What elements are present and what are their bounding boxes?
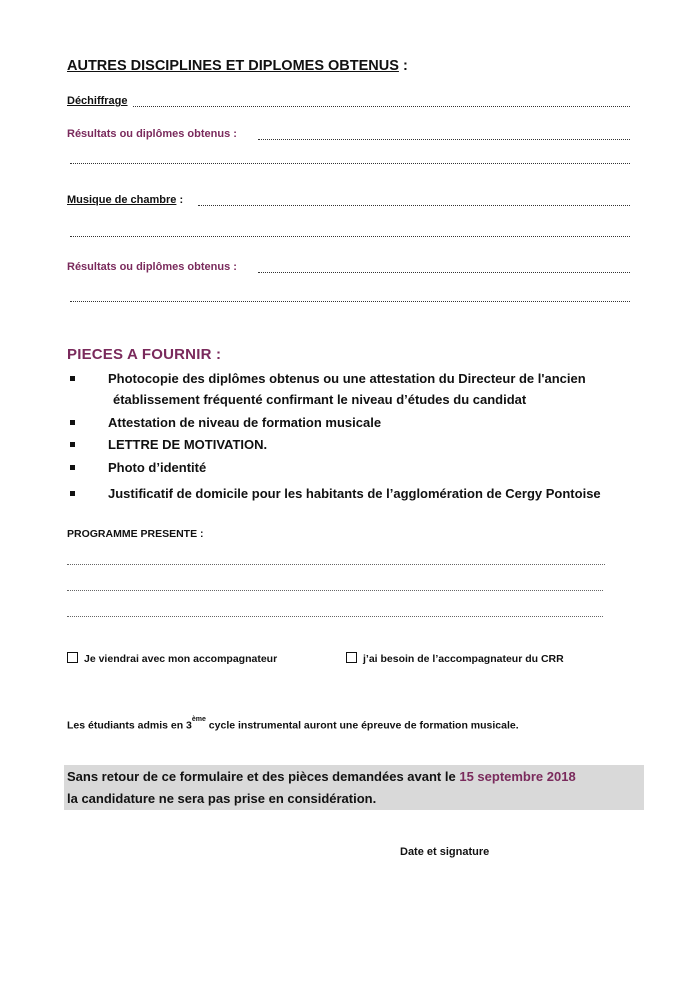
warning-text: Sans retour de ce formulaire et des pièces demandées avant le — [67, 769, 460, 784]
pieces-title: PIECES A FOURNIR : — [67, 346, 222, 363]
checkbox-option-crr-accompanist[interactable] — [346, 652, 564, 665]
piece-item-2: Attestation de niveau de formation musicale — [108, 415, 382, 430]
programme-field-line1[interactable] — [67, 564, 605, 565]
musique-chambre-field-line2[interactable] — [70, 236, 630, 237]
bullet-icon — [70, 491, 75, 496]
checkbox-option-own-accompanist[interactable] — [67, 652, 277, 665]
checkbox-label: Je viendrai avec mon accompagnateur — [84, 653, 278, 665]
piece-item-3: LETTRE DE MOTIVATION. — [108, 437, 268, 452]
note-text-after: cycle instrumental auront une épreuve de formation musicale. — [205, 719, 519, 732]
bullet-icon — [70, 442, 75, 447]
checkbox-label: j’ai besoin de l’accompagnateur du CRR — [363, 653, 564, 665]
piece-item-1-line2: établissement fréquenté confirmant le niveau d’études du candidat — [113, 392, 527, 407]
musique-chambre-suffix: : — [176, 194, 184, 206]
checkbox[interactable] — [67, 652, 78, 663]
piece-item-1-line1: Photocopie des diplômes obtenus ou une attestation du Directeur de l'ancien — [108, 371, 586, 386]
dechiffrage-label-text: Déchiffrage — [67, 95, 128, 107]
heading-suffix: : — [398, 58, 408, 74]
musique-chambre-field[interactable] — [198, 205, 630, 206]
programme-field-line2[interactable] — [67, 590, 603, 591]
deadline-warning-line1 — [67, 766, 576, 788]
checkbox[interactable] — [346, 652, 357, 663]
section-heading-autres-disciplines — [67, 58, 408, 74]
resultats-field-1[interactable] — [258, 139, 630, 140]
piece-item-5: Justificatif de domicile pour les habitants de l’agglomération de Cergy Pontoise — [108, 486, 601, 501]
dechiffrage-label — [67, 95, 128, 107]
note-superscript: ème — [191, 716, 206, 723]
musique-chambre-label — [67, 194, 183, 206]
signature-label: Date et signature — [400, 846, 490, 858]
note-text-before: Les étudiants admis en 3 — [67, 719, 192, 732]
programme-label: PROGRAMME PRESENTE : — [67, 528, 204, 540]
bullet-icon — [70, 420, 75, 425]
bullet-icon — [70, 376, 75, 381]
deadline-warning-line2: la candidature ne sera pas prise en considération. — [67, 791, 377, 806]
deadline-date: 15 septembre 2018 — [459, 769, 576, 784]
piece-item-4: Photo d’identité — [108, 460, 207, 475]
heading-text: AUTRES DISCIPLINES ET DIPLOMES OBTENUS — [67, 58, 399, 74]
resultats-field-2[interactable] — [258, 272, 630, 273]
dechiffrage-field[interactable] — [133, 106, 630, 107]
resultats-field-1-line2[interactable] — [70, 163, 630, 164]
resultats-field-2-line2[interactable] — [70, 301, 630, 302]
musique-chambre-label-text: Musique de chambre — [67, 194, 177, 206]
third-cycle-note — [67, 716, 519, 732]
bullet-icon — [70, 465, 75, 470]
resultats-label-2: Résultats ou diplômes obtenus : — [67, 261, 237, 273]
resultats-label-1: Résultats ou diplômes obtenus : — [67, 128, 237, 140]
programme-field-line3[interactable] — [67, 616, 603, 617]
